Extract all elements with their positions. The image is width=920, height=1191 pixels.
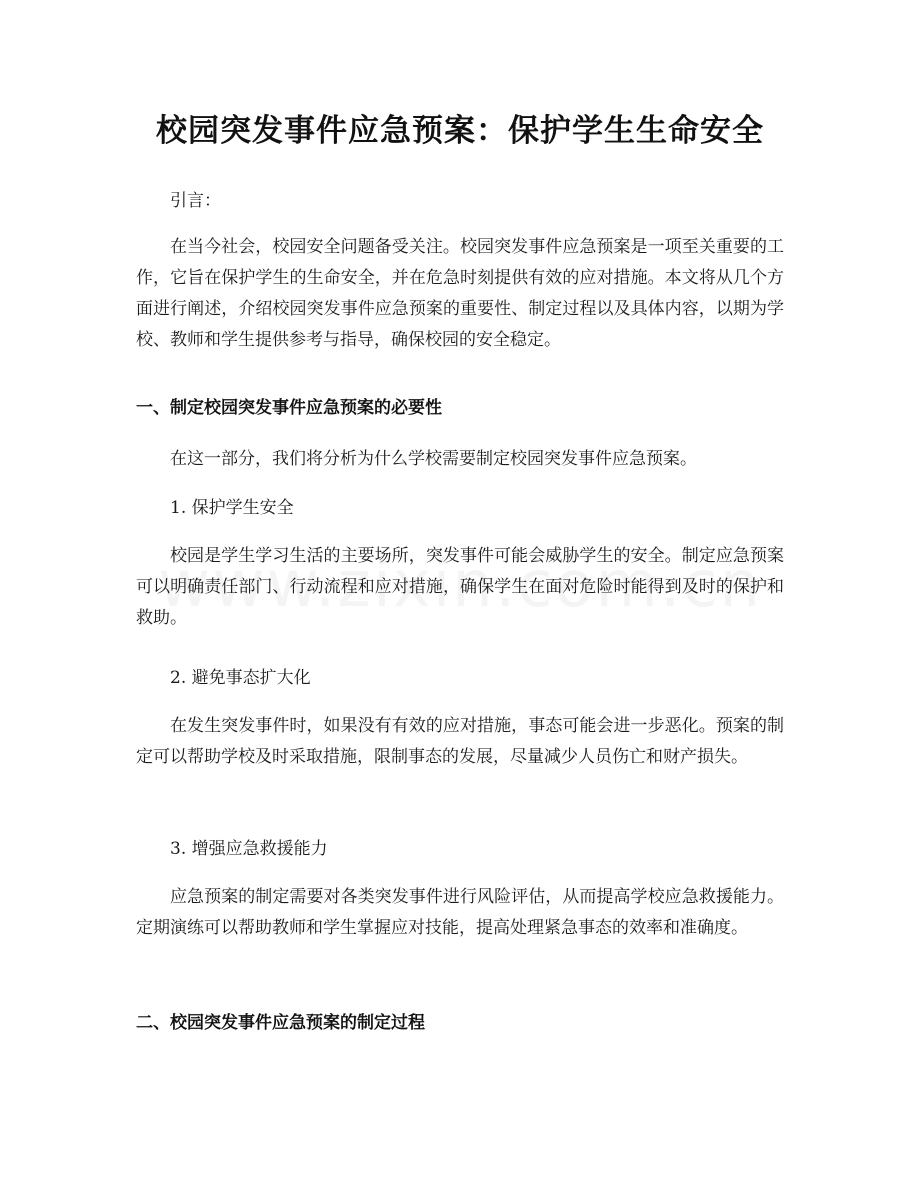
intro-label: 引言： [170, 191, 221, 211]
section-2-heading: 二、校园突发事件应急预案的制定过程 [136, 1013, 425, 1033]
intro-paragraph: 在当今社会，校园安全问题备受关注。校园突发事件应急预案是一项至关重要的工作，它旨在保护学生的生命安全，并在危急时刻提供有效的应对措施。本文将从几个方面进行阐述，介绍校园突发事件应急预案的重要性、制定过程以及具体内容，以期为学校、教师和学生提供参考与指导，确保校园的安全稳定。 [136, 237, 784, 350]
item-3-body: 应急预案的制定需要对各类突发事件进行风险评估，从而提高学校应急救援能力。定期演练可以帮助教师和学生掌握应对技能，提高处理紧急事态的效率和准确度。 [136, 887, 784, 938]
item-1-body: 校园是学生学习生活的主要场所，突发事件可能会威胁学生的安全。制定应急预案可以明确责任部门、行动流程和应对措施，确保学生在面对危险时能得到及时的保护和救助。 [136, 546, 784, 628]
document-title: 校园突发事件应急预案：保护学生生命安全 [156, 113, 764, 149]
section-1-lead: 在这一部分，我们将分析为什么学校需要制定校园突发事件应急预案。 [170, 449, 697, 469]
item-2-body: 在发生突发事件时，如果没有有效的应对措施，事态可能会进一步恶化。预案的制定可以帮助学校及时采取措施，限制事态的发展，尽量减少人员伤亡和财产损失。 [136, 716, 784, 767]
item-1-title: 1. 保护学生安全 [170, 498, 294, 518]
section-1-heading: 一、制定校园突发事件应急预案的必要性 [136, 398, 442, 418]
item-3-title: 3. 增强应急救援能力 [170, 839, 328, 859]
item-2-title: 2. 避免事态扩大化 [170, 668, 311, 688]
